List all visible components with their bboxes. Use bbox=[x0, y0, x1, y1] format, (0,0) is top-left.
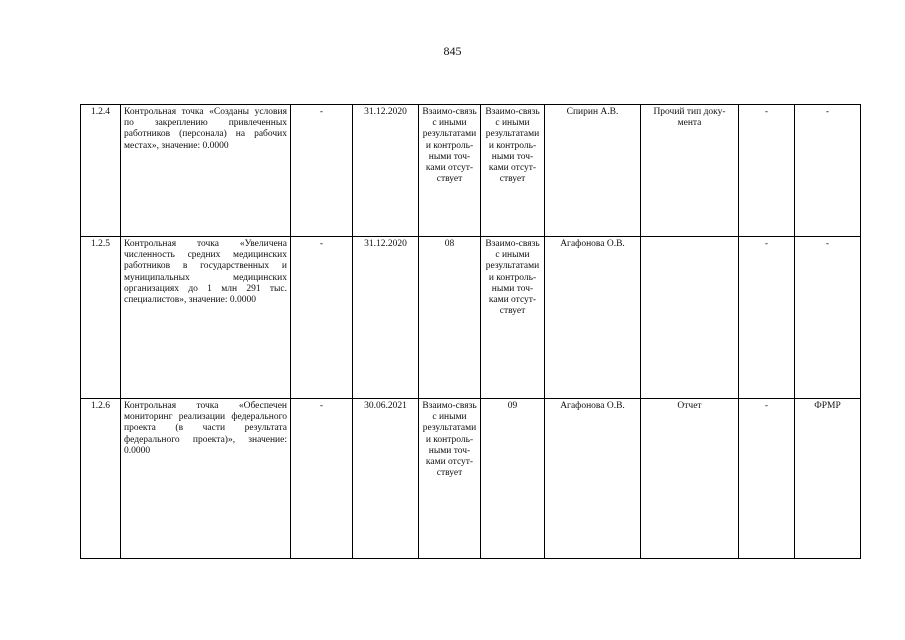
row-responsible: Агафонова О.В. bbox=[545, 237, 641, 399]
row-col5: 08 bbox=[419, 237, 481, 399]
row-date: 31.12.2020 bbox=[353, 237, 419, 399]
row-col9: - bbox=[739, 399, 795, 559]
table-row bbox=[81, 237, 861, 399]
row-col6: 09 bbox=[481, 399, 545, 559]
row-col3: - bbox=[291, 399, 353, 559]
row-doc-type bbox=[641, 237, 739, 399]
row-responsible: Агафонова О.В. bbox=[545, 399, 641, 559]
row-col10: - bbox=[795, 237, 861, 399]
row-doc-type: Прочий тип доку-мента bbox=[641, 105, 739, 237]
row-col9: - bbox=[739, 105, 795, 237]
page-number: 845 bbox=[443, 44, 462, 58]
row-col6: Взаимо-связь с иными результатами и контроль-ными точ-ками отсут-ствует bbox=[481, 105, 545, 237]
row-col10: - bbox=[795, 105, 861, 237]
row-number: 1.2.5 bbox=[81, 237, 121, 399]
row-number: 1.2.6 bbox=[81, 399, 121, 559]
row-description: Контрольная точка «Созданы условия по закреплению привлеченных работников (персонала) на рабочих местах», значение: 0.0000 bbox=[121, 105, 291, 237]
control-points-table bbox=[80, 104, 861, 559]
row-col5: Взаимо-связь с иными результатами и контроль-ными точ-ками отсут-ствует bbox=[419, 105, 481, 237]
row-col5: Взаимо-связь с иными результатами и контроль-ными точ-ками отсут-ствует bbox=[419, 399, 481, 559]
row-col3: - bbox=[291, 237, 353, 399]
row-col9: - bbox=[739, 237, 795, 399]
row-description: Контрольная точка «Обеспечен мониторинг реализации федерального проекта (в части результата федерального проекта)», значение: 0.0000 bbox=[121, 399, 291, 559]
row-responsible: Спирин А.В. bbox=[545, 105, 641, 237]
row-description: Контрольная точка «Увеличена численность средних медицинских работников в государственных и муниципальных медицинских организациях до 1 млн 291 тыс. специалистов», значение: 0.0000 bbox=[121, 237, 291, 399]
row-date: 30.06.2021 bbox=[353, 399, 419, 559]
row-date: 31.12.2020 bbox=[353, 105, 419, 237]
table-row bbox=[81, 399, 861, 559]
row-number: 1.2.4 bbox=[81, 105, 121, 237]
row-col6: Взаимо-связь с иными результатами и контроль-ными точ-ками отсут-ствует bbox=[481, 237, 545, 399]
row-col10: ФРМР bbox=[795, 399, 861, 559]
table-row bbox=[81, 105, 861, 237]
row-col3: - bbox=[291, 105, 353, 237]
row-doc-type: Отчет bbox=[641, 399, 739, 559]
